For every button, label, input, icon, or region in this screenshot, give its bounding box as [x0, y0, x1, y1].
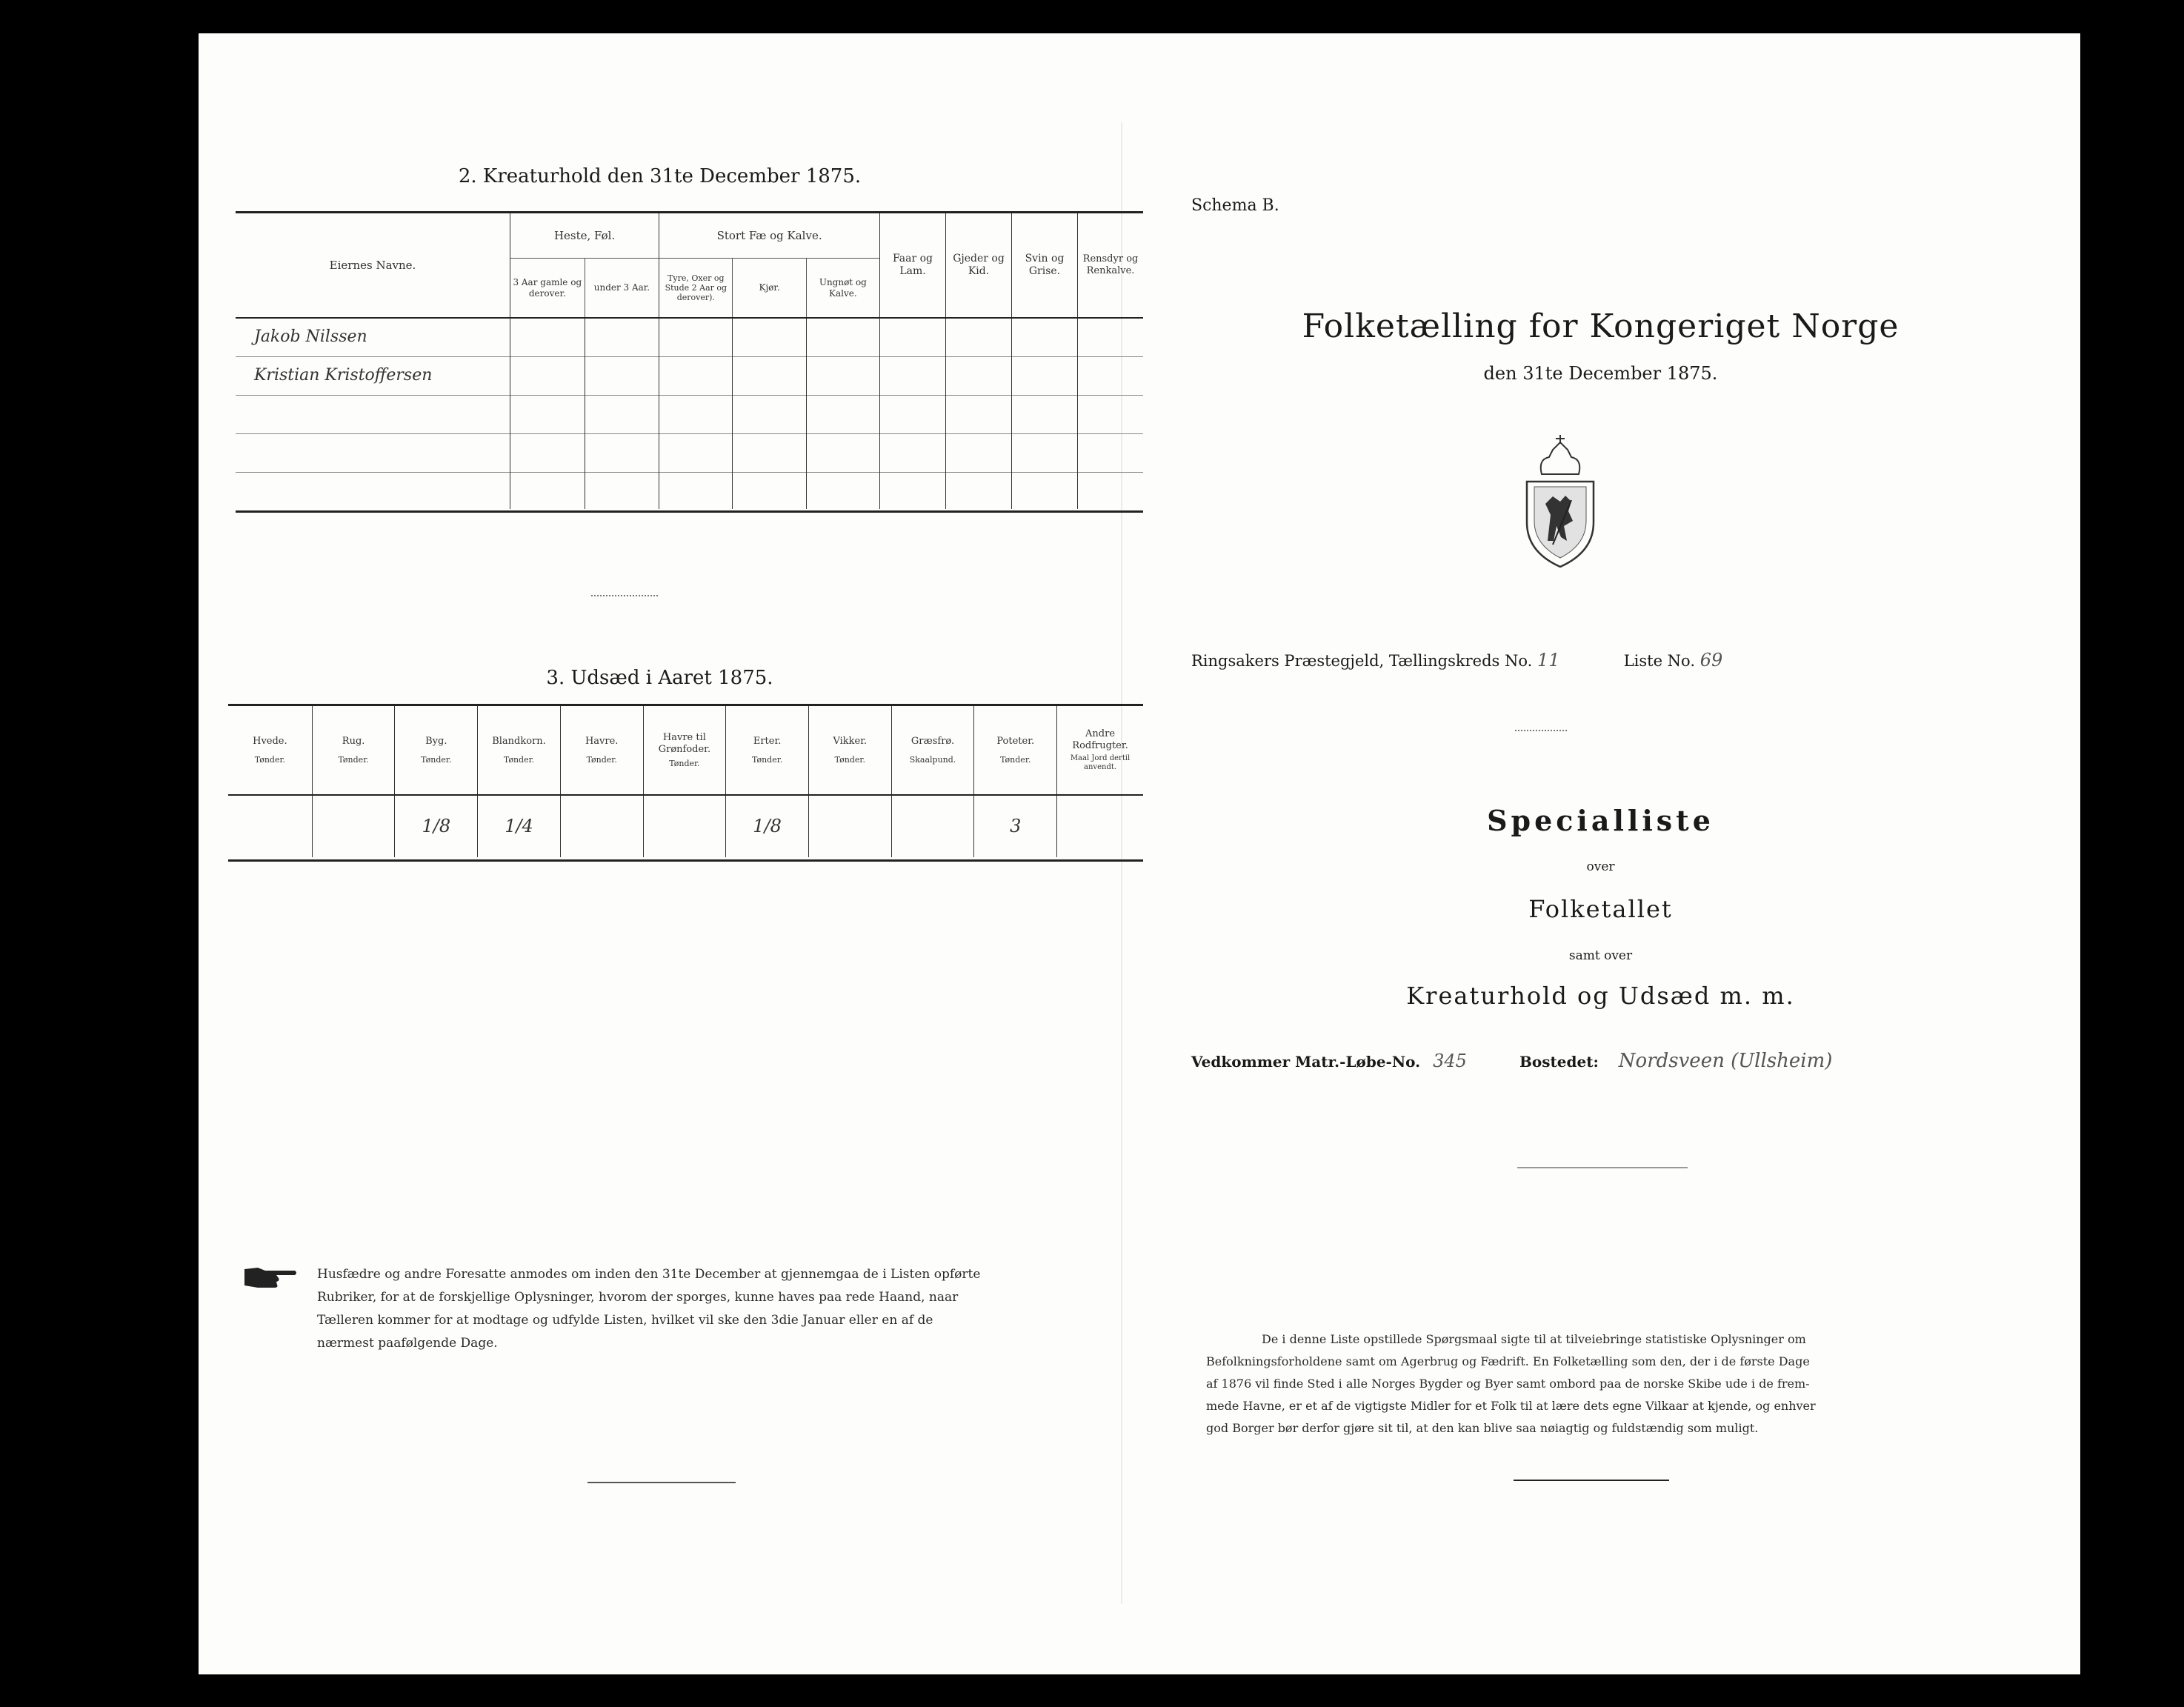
table-row — [236, 433, 1143, 472]
list-label: Liste No. — [1623, 652, 1695, 670]
folketallet-heading: Folketallet — [1528, 895, 1673, 923]
table-row — [236, 395, 1143, 433]
footer-text — [1206, 1328, 1816, 1440]
cattle-young-label: Ungnøt og Kalve. — [806, 259, 879, 317]
seed-value: 3 — [974, 795, 1057, 857]
over-text: over — [1586, 859, 1615, 874]
scanned-sheet — [199, 33, 2080, 1674]
horses-old-label: 3 Aar gamle og derover. — [513, 277, 582, 299]
seed-table — [228, 706, 1143, 857]
seed-col-header: Vikker. Tønder. — [808, 706, 891, 795]
parish-line — [1191, 650, 1722, 671]
pigs-header: Svin og Grise. — [1012, 213, 1078, 318]
bosted-value: Nordsveen (Ullsheim) — [1618, 1050, 1833, 1072]
footer-line: Befolkningsforholdene samt om Agerbrug og Fædrift. En Folketælling som den, der i de første Dage — [1206, 1354, 1810, 1368]
footer-line: af 1876 vil finde Sted i alle Norges Bygder og Byer samt ombord paa de norske Skibe ude i de frem- — [1206, 1377, 1810, 1391]
owner-name: Jakob Nilssen — [236, 318, 510, 356]
seed-value — [891, 795, 974, 857]
section3-bottom-rule — [228, 859, 1143, 862]
coat-of-arms-icon — [1519, 433, 1601, 570]
horses-label: Heste, Føl. — [510, 213, 659, 259]
seed-value — [643, 795, 726, 857]
horses-young-label: under 3 Aar. — [585, 259, 659, 317]
section2-bottom-rule — [236, 510, 1143, 513]
footer-line: De i denne Liste opstillede Spørgsmaal sigte til at tilveiebringe statistiske Oplysninger om — [1262, 1332, 1806, 1346]
kreaturhold-heading: Kreaturhold og Udsæd m. m. — [1406, 982, 1795, 1010]
seed-value — [560, 795, 643, 857]
parish-name: Ringsakers Præstegjeld, — [1191, 652, 1385, 670]
owner-name — [236, 472, 510, 509]
notice-text — [317, 1263, 980, 1355]
seed-value — [808, 795, 891, 857]
footer-rule — [1514, 1480, 1669, 1481]
page-title: Folketælling for Kongeriget Norge — [1302, 307, 1900, 345]
notice-line: Rubriker, for at de forskjellige Oplysninger, hvorom der sporges, kunne haves paa rede Haand, naar — [317, 1290, 959, 1305]
seed-value: 1/8 — [726, 795, 809, 857]
seed-col-header: Græsfrø. Skaalpund. — [891, 706, 974, 795]
matr-value: 345 — [1433, 1051, 1467, 1071]
seed-col-header: Andre Rodfrugter. Maal Jord dertil anvendt. — [1057, 706, 1143, 795]
livestock-table — [236, 213, 1143, 509]
seed-col-header: Havre til Grønfoder. Tønder. — [643, 706, 726, 795]
cattle-label: Stort Fæ og Kalve. — [659, 213, 879, 259]
cattle-cows-label: Kjør. — [732, 259, 805, 317]
matrikkel-line — [1191, 1050, 1832, 1072]
section2-title: 2. Kreaturhold den 31te December 1875. — [458, 165, 862, 187]
seed-value: 1/4 — [478, 795, 561, 857]
cattle-bulls-label: Tyre, Oxer og Stude 2 Aar og derover). — [665, 273, 728, 303]
separator — [1515, 730, 1567, 731]
owner-name — [236, 433, 510, 472]
specialliste-heading: Specialliste — [1487, 804, 1714, 837]
cattle-header — [659, 213, 880, 318]
seed-col-header: Rug. Tønder. — [312, 706, 395, 795]
notice-line: Husfædre og andre Foresatte anmodes om inden den 31te December at gjennemgaa de i Listen opførte — [317, 1267, 981, 1282]
sheep-header: Faar og Lam. — [880, 213, 946, 318]
seed-col-header: Poteter. Tønder. — [974, 706, 1057, 795]
seed-value: 1/8 — [395, 795, 478, 857]
goats-header: Gjeder og Kid. — [946, 213, 1012, 318]
seed-col-header: Erter. Tønder. — [726, 706, 809, 795]
seed-col-header: Blandkorn. Tønder. — [478, 706, 561, 795]
footer-line: mede Havne, er et af de vigtigste Midler for et Folk til at lære dets egne Vilkaar at kjende, og enhver — [1206, 1399, 1816, 1413]
page-subtitle: den 31te December 1875. — [1483, 363, 1718, 384]
pointing-hand-icon — [243, 1262, 299, 1291]
section3-title: 3. Udsæd i Aaret 1875. — [546, 667, 773, 689]
seed-value — [228, 795, 312, 857]
separator — [591, 595, 658, 596]
seed-col-header: Hvede. Tønder. — [228, 706, 312, 795]
matr-label: Vedkommer Matr.-Løbe-No. — [1191, 1053, 1421, 1071]
district-label: Tællingskreds No. — [1388, 652, 1533, 670]
seed-col-header: Havre. Tønder. — [560, 706, 643, 795]
notice-line: nærmest paafølgende Dage. — [317, 1336, 498, 1351]
horses-header — [510, 213, 659, 318]
list-value: 69 — [1699, 650, 1723, 671]
owner-header: Eiernes Navne. — [236, 213, 510, 318]
seed-value — [312, 795, 395, 857]
samt-over-text: samt over — [1568, 948, 1633, 963]
schema-label: Schema B. — [1191, 196, 1279, 215]
right-page — [1121, 33, 2080, 1674]
table-row — [236, 318, 1143, 356]
seed-col-header: Byg. Tønder. — [395, 706, 478, 795]
district-value: 11 — [1537, 650, 1560, 671]
bosted-label: Bostedet: — [1519, 1053, 1599, 1071]
table-row — [236, 472, 1143, 509]
owner-name: Kristian Kristoffersen — [236, 356, 510, 395]
table-row — [228, 795, 1143, 857]
separator — [1517, 1167, 1688, 1168]
owner-name — [236, 395, 510, 433]
table-row — [236, 356, 1143, 395]
separator — [587, 1482, 736, 1483]
notice-line: Tælleren kommer for at modtage og udfylde Listen, hvilket vil ske den 3die Januar eller en af de — [317, 1313, 933, 1328]
reindeer-header: Rensdyr og Renkalve. — [1078, 213, 1144, 318]
footer-line: god Borger bør derfor gjøre sit til, at den kan blive saa nøiagtig og fuldstændig som muligt. — [1206, 1421, 1759, 1435]
left-page — [199, 33, 1139, 1674]
